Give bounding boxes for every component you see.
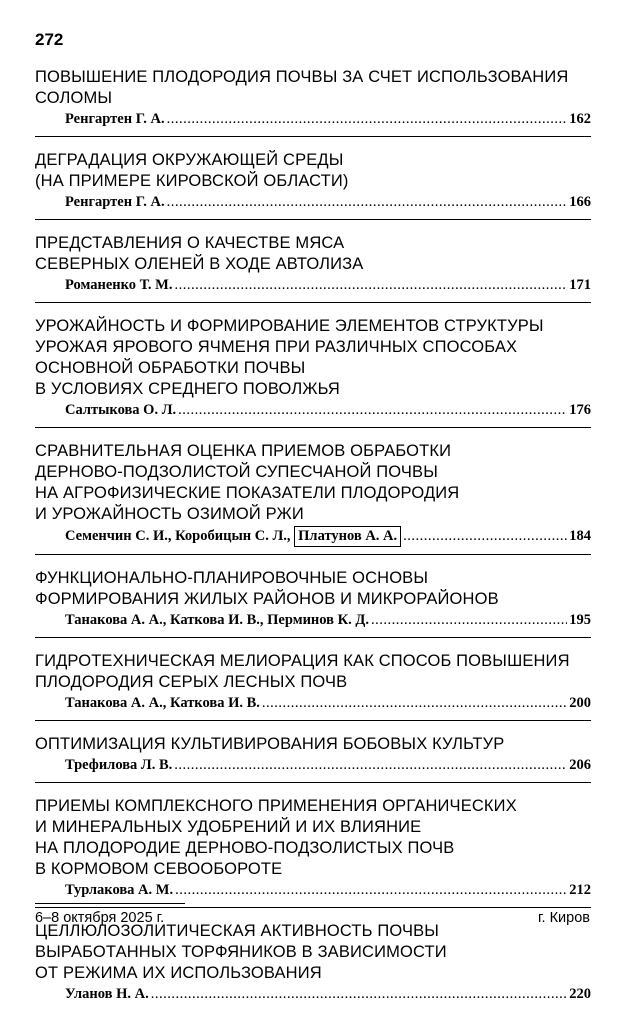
dot-leader: [151, 985, 568, 1004]
entry-title: СРАВНИТЕЛЬНАЯ ОЦЕНКА ПРИЕМОВ ОБРАБОТКИ ДЕРНОВО-ПОДЗОЛИСТОЙ СУПЕСЧАНОЙ ПОЧВЫ НА АГРОФИЗИЧЕСКИЕ ПОКАЗАТЕЛИ ПЛОДОРОДИЯ И УРОЖАЙНОСТЬ ОЗИМОЙ РЖИ: [35, 442, 460, 523]
footer-city: г. Киров: [538, 910, 590, 926]
entry-author-line: [35, 881, 591, 900]
entry-title: ПРИЕМЫ КОМПЛЕКСНОГО ПРИМЕНЕНИЯ ОРГАНИЧЕСКИХ И МИНЕРАЛЬНЫХ УДОБРЕНИЙ И ИХ ВЛИЯНИЕ НА ПЛОДОРОДИЕ ДЕРНОВО-ПОДЗОЛИСТЫХ ПОЧВ В КОРМОВОМ СЕВООБОРОТЕ: [35, 797, 517, 878]
dot-leader: [262, 694, 567, 713]
toc-entry: [35, 796, 591, 908]
entry-authors: Танакова А. А., Каткова И. В., Перминов К. Д.: [65, 612, 369, 628]
table-of-contents: [35, 67, 591, 1024]
entry-authors: Ренгартен Г. А.: [65, 194, 165, 210]
entry-title: ПРЕДСТАВЛЕНИЯ О КАЧЕСТВЕ МЯСА СЕВЕРНЫХ ОЛЕНЕЙ В ХОДЕ АВТОЛИЗА: [35, 234, 364, 273]
toc-entry: [35, 651, 591, 721]
entry-title: ЦЕЛЛЮЛОЗОЛИТИЧЕСКАЯ АКТИВНОСТЬ ПОЧВЫ ВЫРАБОТАННЫХ ТОРФЯНИКОВ В ЗАВИСИМОСТИ ОТ РЕЖИМА ИХ ИСПОЛЬЗОВАНИЯ: [35, 922, 447, 982]
entry-page: 206: [569, 757, 591, 773]
entry-page: 166: [569, 194, 591, 210]
toc-entry: [35, 150, 591, 220]
entry-title: ФУНКЦИОНАЛЬНО-ПЛАНИРОВОЧНЫЕ ОСНОВЫ ФОРМИРОВАНИЯ ЖИЛЫХ РАЙОНОВ И МИКРОРАЙОНОВ: [35, 569, 499, 608]
footer-date: 6–8 октября 2025 г.: [35, 910, 165, 926]
entry-page: 195: [569, 612, 591, 628]
entry-authors: Ренгартен Г. А.: [65, 111, 165, 127]
dot-leader: [371, 611, 567, 630]
entry-author-line: [35, 985, 591, 1004]
toc-entry: [35, 568, 591, 638]
entry-authors: Салтыкова О. Л.: [65, 402, 177, 418]
entry-title: УРОЖАЙНОСТЬ И ФОРМИРОВАНИЕ ЭЛЕМЕНТОВ СТРУКТУРЫ УРОЖАЯ ЯРОВОГО ЯЧМЕНЯ ПРИ РАЗЛИЧНЫХ СПОСОБАХ ОСНОВНОЙ ОБРАБОТКИ ПОЧВЫ В УСЛОВИЯХ СРЕДНЕГО ПОВОЛЖЬЯ: [35, 317, 544, 398]
dot-leader: [178, 401, 567, 420]
entry-author-line: [35, 756, 591, 775]
entry-page: 171: [569, 277, 591, 293]
entry-page: 212: [569, 882, 591, 898]
entry-author-line: [35, 110, 591, 129]
entry-author-highlighted: Платунов А. А.: [294, 526, 401, 547]
entry-author-line: [35, 401, 591, 420]
toc-entry: [35, 67, 591, 137]
entry-author-line: [35, 611, 591, 630]
entry-title: ПОВЫШЕНИЕ ПЛОДОРОДИЯ ПОЧВЫ ЗА СЧЕТ ИСПОЛЬЗОВАНИЯ СОЛОМЫ: [35, 68, 569, 107]
toc-entry: [35, 233, 591, 303]
entry-author-line: [35, 193, 591, 212]
entry-title: ГИДРОТЕХНИЧЕСКАЯ МЕЛИОРАЦИЯ КАК СПОСОБ ПОВЫШЕНИЯ ПЛОДОРОДИЯ СЕРЫХ ЛЕСНЫХ ПОЧВ: [35, 652, 570, 691]
dot-leader: [175, 881, 567, 900]
dot-leader: [403, 527, 567, 546]
entry-page: 200: [569, 695, 591, 711]
entry-author-line: [35, 694, 591, 713]
footer-divider: [35, 903, 185, 904]
entry-title: ОПТИМИЗАЦИЯ КУЛЬТИВИРОВАНИЯ БОБОВЫХ КУЛЬТУР: [35, 735, 505, 753]
entry-authors: Турлакова А. М.: [65, 882, 174, 898]
entry-authors: Уланов Н. А.: [65, 986, 149, 1002]
entry-author-line: [35, 276, 591, 295]
entry-page: 176: [569, 402, 591, 418]
entry-authors: Романенко Т. М.: [65, 277, 173, 293]
entry-author-line: [35, 526, 591, 547]
entry-authors: Семенчин С. И., Коробицын С. Л.,: [65, 528, 291, 544]
entry-authors: Танакова А. А., Каткова И. В.: [65, 695, 260, 711]
dot-leader: [174, 756, 567, 775]
toc-entry: [35, 921, 591, 1011]
entry-title: ДЕГРАДАЦИЯ ОКРУЖАЮЩЕЙ СРЕДЫ (НА ПРИМЕРЕ КИРОВСКОЙ ОБЛАСТИ): [35, 151, 349, 190]
dot-leader: [167, 193, 568, 212]
entry-page: 184: [569, 528, 591, 544]
dot-leader: [174, 276, 567, 295]
toc-entry: [35, 441, 591, 555]
entry-page: 162: [569, 111, 591, 127]
entry-page: 220: [569, 986, 591, 1002]
toc-entry: [35, 316, 591, 428]
entry-authors: Трефилова Л. В.: [65, 757, 173, 773]
page-number: 272: [35, 30, 64, 49]
dot-leader: [167, 110, 568, 129]
toc-entry: [35, 734, 591, 783]
